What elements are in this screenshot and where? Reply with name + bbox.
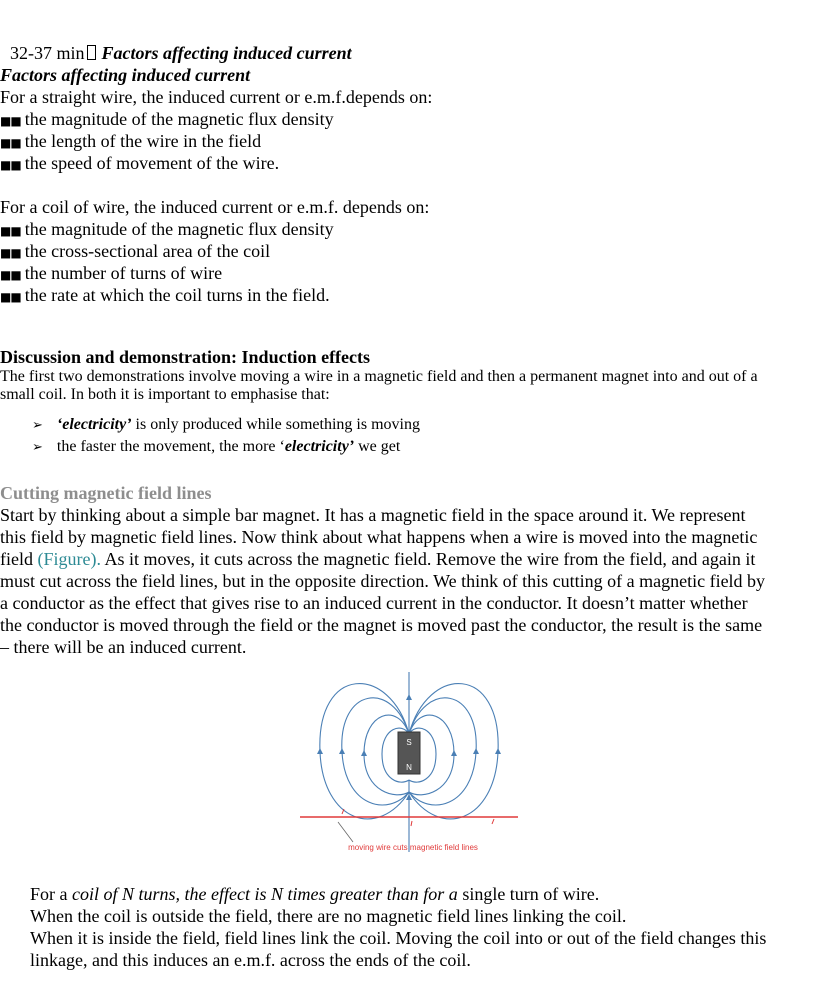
paragraph-text: single turn of wire. [457,884,600,904]
straight-intro: For a straight wire, the induced current or e.m.f.depends on: [0,87,433,107]
arrow-bullet-icon: ➢ [32,440,43,455]
paragraph-line: Start by thinking about a simple bar magnet. It has a magnetic field in the space around it. We represent [0,505,746,525]
bullet-icon: ■■ [0,224,21,238]
time-header [10,42,352,64]
arrow-mark [495,748,501,754]
bullet-icon: ■■ [0,158,21,172]
tick-mark [492,819,494,824]
pole-n-label: N [406,763,412,772]
figure-caption: moving wire cuts magnetic field lines [348,843,478,852]
list-item [0,130,261,154]
coil-intro: For a coil of wire, the induced current or e.m.f. depends on: [0,197,430,217]
discussion-line-2: small coil. In both it is important to emphasise that: [0,386,330,403]
paragraph-line: must cut across the field lines, but in the opposite direction. We think of this cutting of a magnetic field by [0,571,766,591]
header-title: Factors affecting induced current [101,43,352,63]
paragraph-line [0,548,755,570]
list-item-text: we get [354,438,401,455]
paragraph-line: – there will be an induced current. [0,637,247,657]
tick-mark [411,821,412,826]
list-item-text: the faster the movement, the more ‘ [56,438,285,455]
list-item [32,437,400,458]
bullet-icon: ■■ [0,136,21,150]
bullet-icon: ■■ [0,290,21,304]
paragraph-text: field [0,549,38,569]
emphasis-text: coil of N turns, the effect is N times greater than for a [72,884,458,904]
list-item-text: the magnitude of the magnetic flux density [24,109,334,129]
bullet-icon: ■■ [0,246,21,260]
arrow-mark [451,750,457,756]
closing-line-3: When it is inside the field, field lines link the coil. Moving the coil into or out of the field changes this [30,928,767,948]
emphasis-text: ‘electricity’ [56,416,132,433]
list-item [0,284,330,308]
discussion-heading: Discussion and demonstration: Induction effects [0,347,371,367]
time-label: 32-37 min [10,43,85,63]
closing-line-4: linkage, and this induces an e.m.f. across the ends of the coil. [30,950,471,970]
list-item-text: the speed of movement of the wire. [24,153,280,173]
list-item-text: the magnitude of the magnetic flux density [24,219,334,239]
figure-link[interactable] [38,549,102,569]
arrow-mark [339,748,345,754]
discussion-line-1: The first two demonstrations involve moving a wire in a magnetic field and then a permanent magnet into and out of a [0,368,758,385]
figure-link-text: Figure). [43,549,101,569]
paragraph-text: As it moves, it cuts across the magnetic field. Remove the wire from the field, and again it [101,549,756,569]
section-heading: Factors affecting induced current [0,65,251,85]
paragraph-line: the conductor is moved through the field or the magnet is moved past the conductor, the result is the same [0,615,763,635]
list-item [32,415,420,436]
list-item-text: the cross-sectional area of the coil [24,241,271,261]
cutting-heading: Cutting magnetic field lines [0,483,212,503]
arrow-mark [317,748,323,754]
bullet-icon: ■■ [0,114,21,128]
paragraph-line: a conductor as the effect that gives rise to an induced current in the conductor. It doesn’t matter whether [0,593,748,613]
pole-s-label: S [406,738,412,747]
list-item [0,262,222,286]
list-item-text: the rate at which the coil turns in the field. [24,285,330,305]
magnetic-field-figure [298,672,520,857]
list-item-text: the length of the wire in the field [24,131,262,151]
emphasis-text: electricity’ [284,438,355,455]
arrow-mark [406,694,412,700]
arrow-mark [361,750,367,756]
list-item [0,240,270,264]
list-item-text: the number of turns of wire [24,263,223,283]
missing-glyph-icon [87,45,96,60]
closing-line-1 [30,883,599,905]
list-item [0,218,334,242]
caption-leader [338,822,353,842]
arrow-mark [473,748,479,754]
bullet-icon: ■■ [0,268,21,282]
list-item [0,152,279,176]
list-item [0,108,334,132]
figure-link-paren: ( [37,549,44,569]
list-item-text: is only produced while something is moving [131,416,420,433]
paragraph-line: this field by magnetic field lines. Now think about what happens when a wire is moved into the magnetic [0,527,758,547]
closing-line-2: When the coil is outside the field, there are no magnetic field lines linking the coil. [30,906,627,926]
paragraph-text: For a [30,884,72,904]
arrow-bullet-icon: ➢ [32,418,43,433]
